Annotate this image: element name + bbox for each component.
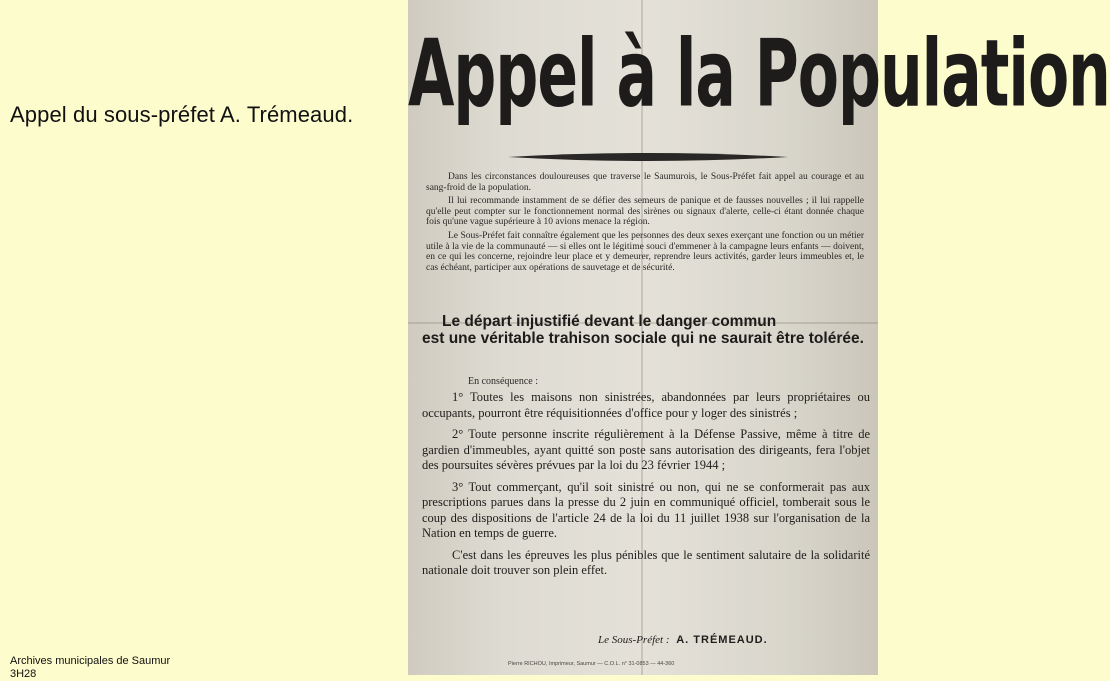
- article-paragraph: C'est dans les épreuves les plus pénibles que le sentiment salutaire de la solidarité nationale doit trouver son plein effet.: [422, 547, 870, 577]
- consequence-label: En conséquence :: [468, 376, 538, 387]
- slide-caption: Appel du sous-préfet A. Trémeaud.: [10, 102, 354, 127]
- article-paragraph: 2° Toute personne inscrite régulièrement à la Défense Passive, même à titre de gardien d'immeubles, ayant quitté son poste sans autorisation des dirigeants, fera l'objet des poursuites sévères prévues par la loi du 23 février 1944 ;: [422, 427, 870, 472]
- credit-reference: 3H28: [10, 668, 37, 680]
- article-paragraph: 1° Toutes les maisons non sinistrées, abandonnées par leurs propriétaires ou occupants, pourront être réquisitionnées d'office pour y loger des sinistrés ;: [422, 390, 870, 420]
- poster-photo: [408, 0, 1110, 675]
- poster-headline: [422, 313, 874, 347]
- archive-credit: [10, 655, 170, 681]
- poster-title: Appel à la Population: [408, 20, 1110, 129]
- intro-paragraph: Le Sous-Préfet fait connaître également que les personnes des deux sexes exerçant une fonction ou un métier utile à la vie de la communauté — si elles ont le légitime souci d'emmener à la campagne leurs enfants — doivent, en ce qui les concerne, rejoindre leur place et y demeurer, reprendre leurs activités, garder leurs immeubles et, le cas échéant, participer aux opérations de sauvetage et de sécurité.: [426, 230, 864, 273]
- printer-imprint: Pierre RICHOU, Imprimeur, Saumur — C.O.L. n° 31-0853 — 44-360: [508, 661, 675, 667]
- intro-paragraph: Il lui recommande instamment de se défier des semeurs de panique et de fausses nouvelles ; il lui rappelle qu'elle peut compter sur le fonctionnement normal des sirènes ou signaux d'alerte, celle-ci étant donnée chaque fois qu'une vague supérieure à 10 avions menace la région.: [426, 196, 864, 228]
- signature-label: Le Sous-Préfet :: [598, 634, 670, 646]
- headline-line: est une véritable trahison sociale qui ne saurait être tolérée.: [422, 330, 864, 347]
- credit-source: Archives municipales de Saumur: [10, 655, 171, 667]
- poster-intro: [426, 172, 864, 276]
- signature-name: A. TRÉMEAUD.: [676, 634, 768, 646]
- ornament-divider: [508, 150, 788, 164]
- headline-line: Le départ injustifié devant le danger commun: [442, 313, 777, 330]
- article-paragraph: 3° Tout commerçant, qu'il soit sinistré ou non, qui ne se conformerait pas aux prescriptions parues dans la presse du 2 juin en communiqué officiel, tomberait sous le coup des dispositions de l'article 24 de la loi du 11 juillet 1938 sur l'organisation de la Nation en temps de guerre.: [422, 479, 870, 540]
- intro-paragraph: Dans les circonstances douloureuses que traverse le Saumurois, le Sous-Préfet fait appel au courage et au sang-froid de la population.: [426, 172, 864, 193]
- poster-signature: [598, 634, 768, 646]
- poster-articles: [422, 390, 870, 585]
